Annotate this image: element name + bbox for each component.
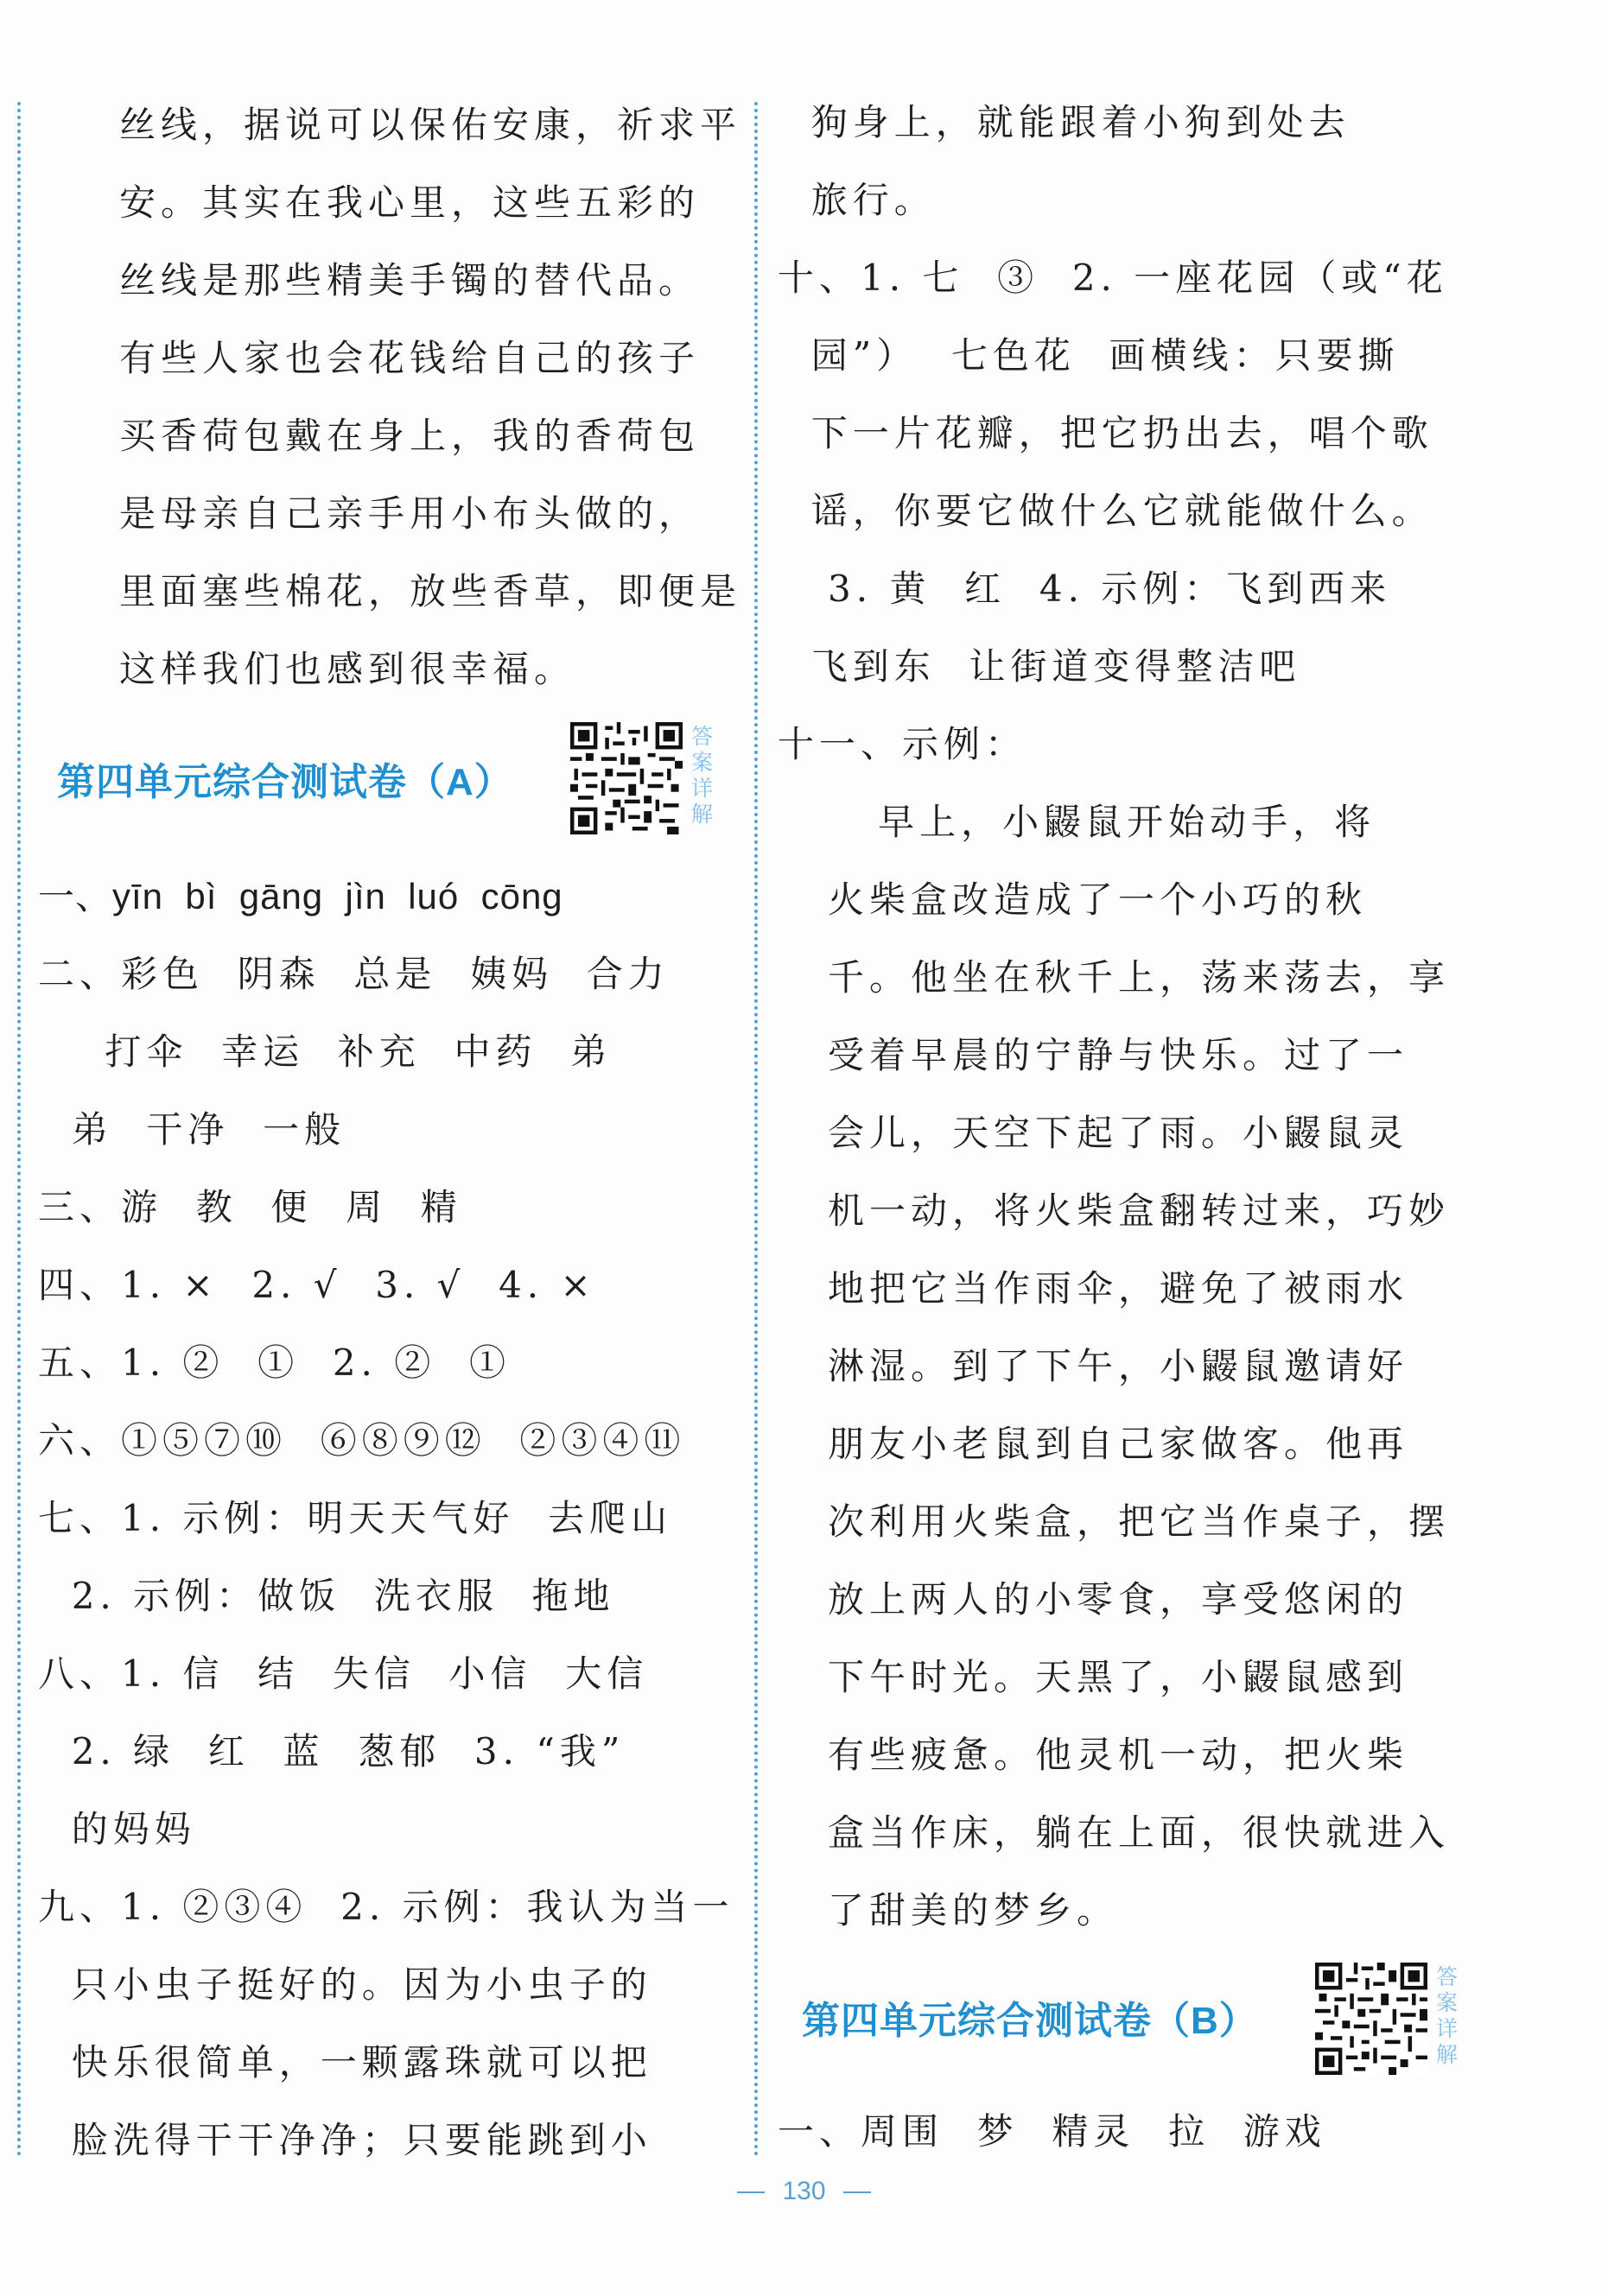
right-text-line: 千。他坐在秋千上，荡来荡去，享 [778,956,1451,999]
qr-code-icon [1315,1963,1427,2075]
right-text-line: 朋友小老鼠到自己家做客。他再 [778,1423,1409,1465]
right-text-line: 3. 黄 红 4. 示例：飞到西来 [778,568,1392,610]
right-text-line: 盒当作床，躺在上面，很快就进入 [778,1811,1451,1854]
answer-line: 的妈妈 [38,1808,196,1850]
qr-code-icon [570,722,683,834]
right-text-line: 谣，你要它做什么它就能做什么。 [778,490,1433,532]
qr-label-a: 答案详解 [691,725,714,827]
right-text-line: 了甜美的梦乡。 [778,1889,1119,1931]
left-margin-dotted-line [17,102,21,2158]
right-text-line: 受着早晨的宁静与快乐。过了一 [778,1034,1409,1076]
right-text-line: 淋湿。到了下午，小鼹鼠邀请好 [778,1345,1409,1387]
right-text-line: 次利用火柴盒，把它当作桌子，摆 [778,1500,1451,1543]
answer-line: 2. 示例：做饭 洗衣服 拖地 [38,1575,615,1617]
right-text-line: 下一片花瓣，把它扔出去，唱个歌 [778,412,1433,454]
answer-line: 四、1. × 2. √ 3. √ 4. × [38,1264,596,1306]
answer-line: 二、彩色 阴森 总是 姨妈 合力 [38,953,670,995]
answer-line: 六、①⑤⑦⑩ ⑥⑧⑨⑫ ②③④⑪ [38,1419,686,1462]
answer-line: 脸洗得干干净净；只要能跳到小 [38,2119,652,2161]
footer-dash-left [737,2191,765,2193]
right-text-line: 机一动，将火柴盒翻转过来，巧妙 [778,1189,1451,1232]
footer-dash-right [843,2191,871,2193]
answer-line: 2. 绿 红 蓝 葱郁 3. “我” [38,1730,626,1773]
left-text-line: 里面塞些棉花，放些香草，即便是 [119,570,742,612]
right-text-line: 早上，小鼹鼠开始动手，将 [778,801,1376,843]
answer-line: 八、1. 信 结 失信 小信 大信 [38,1652,649,1695]
section-title-a: 第四单元综合测试卷（A） [57,761,513,803]
left-text-line: 买香荷包戴在身上，我的香荷包 [119,415,701,457]
left-text-line: 安。其实在我心里，这些五彩的 [119,181,701,224]
right-text-line: 有些疲惫。他灵机一动，把火柴 [778,1734,1409,1776]
qr-label-b: 答案详解 [1436,1965,1459,2067]
answer-line: 三、游 教 便 周 精 [38,1186,462,1228]
answer-line: 只小虫子挺好的。因为小虫子的 [38,1963,652,2006]
column-divider [754,102,758,2158]
answer-line: 七、1. 示例：明天天气好 去爬山 [38,1497,673,1539]
right-text-line: 十一、示例： [778,723,1027,765]
answer-line: 打伞 幸运 补充 中药 弟 [38,1031,613,1073]
answer-line: 快乐很简单，一颗露珠就可以把 [38,2041,652,2084]
right-text-line: 园”） 七色花 画横线：只要撕 [778,334,1400,377]
right-text-line: 地把它当作雨伞，避免了被雨水 [778,1267,1409,1310]
right-text-line: 会儿，天空下起了雨。小鼹鼠灵 [778,1112,1409,1154]
right-text-line: 火柴盒改造成了一个小巧的秋 [778,878,1368,921]
answer-line: 弟 干净 一般 [38,1108,346,1151]
right-text-line: 十、1. 七 ③ 2. 一座花园（或“花 [778,257,1448,299]
answer-line: 九、1. ②③④ 2. 示例：我认为当一 [38,1886,734,1928]
left-text-line: 丝线是那些精美手镯的替代品。 [119,259,701,301]
left-text-line: 有些人家也会花钱给自己的孩子 [119,337,701,379]
left-text-line: 这样我们也感到很幸福。 [119,648,576,690]
qr-code-a[interactable] [570,722,683,834]
answer-line: 五、1. ② ① 2. ② ① [38,1341,511,1384]
left-text-line: 是母亲自己亲手用小布头做的， [119,492,701,535]
answer-line: 一、周围 梦 精灵 拉 游戏 [778,2110,1326,2153]
right-text-line: 旅行。 [778,179,936,221]
right-text-line: 下午时光。天黑了，小鼹鼠感到 [778,1656,1409,1698]
right-text-line: 狗身上，就能跟着小狗到处去 [778,101,1351,143]
page-number [0,2177,1608,2206]
answer-line: 一、yīn bì gāng jìn luó cōng [38,876,563,916]
section-title-b: 第四单元综合测试卷（B） [802,2000,1258,2042]
right-text-line: 飞到东 让街道变得整洁吧 [778,645,1301,688]
right-text-line: 放上两人的小零食，享受悠闲的 [778,1578,1409,1621]
qr-code-b[interactable] [1315,1963,1427,2075]
left-text-line: 丝线，据说可以保佑安康，祈求平 [119,104,742,146]
page-number-value: 130 [782,2177,826,2205]
